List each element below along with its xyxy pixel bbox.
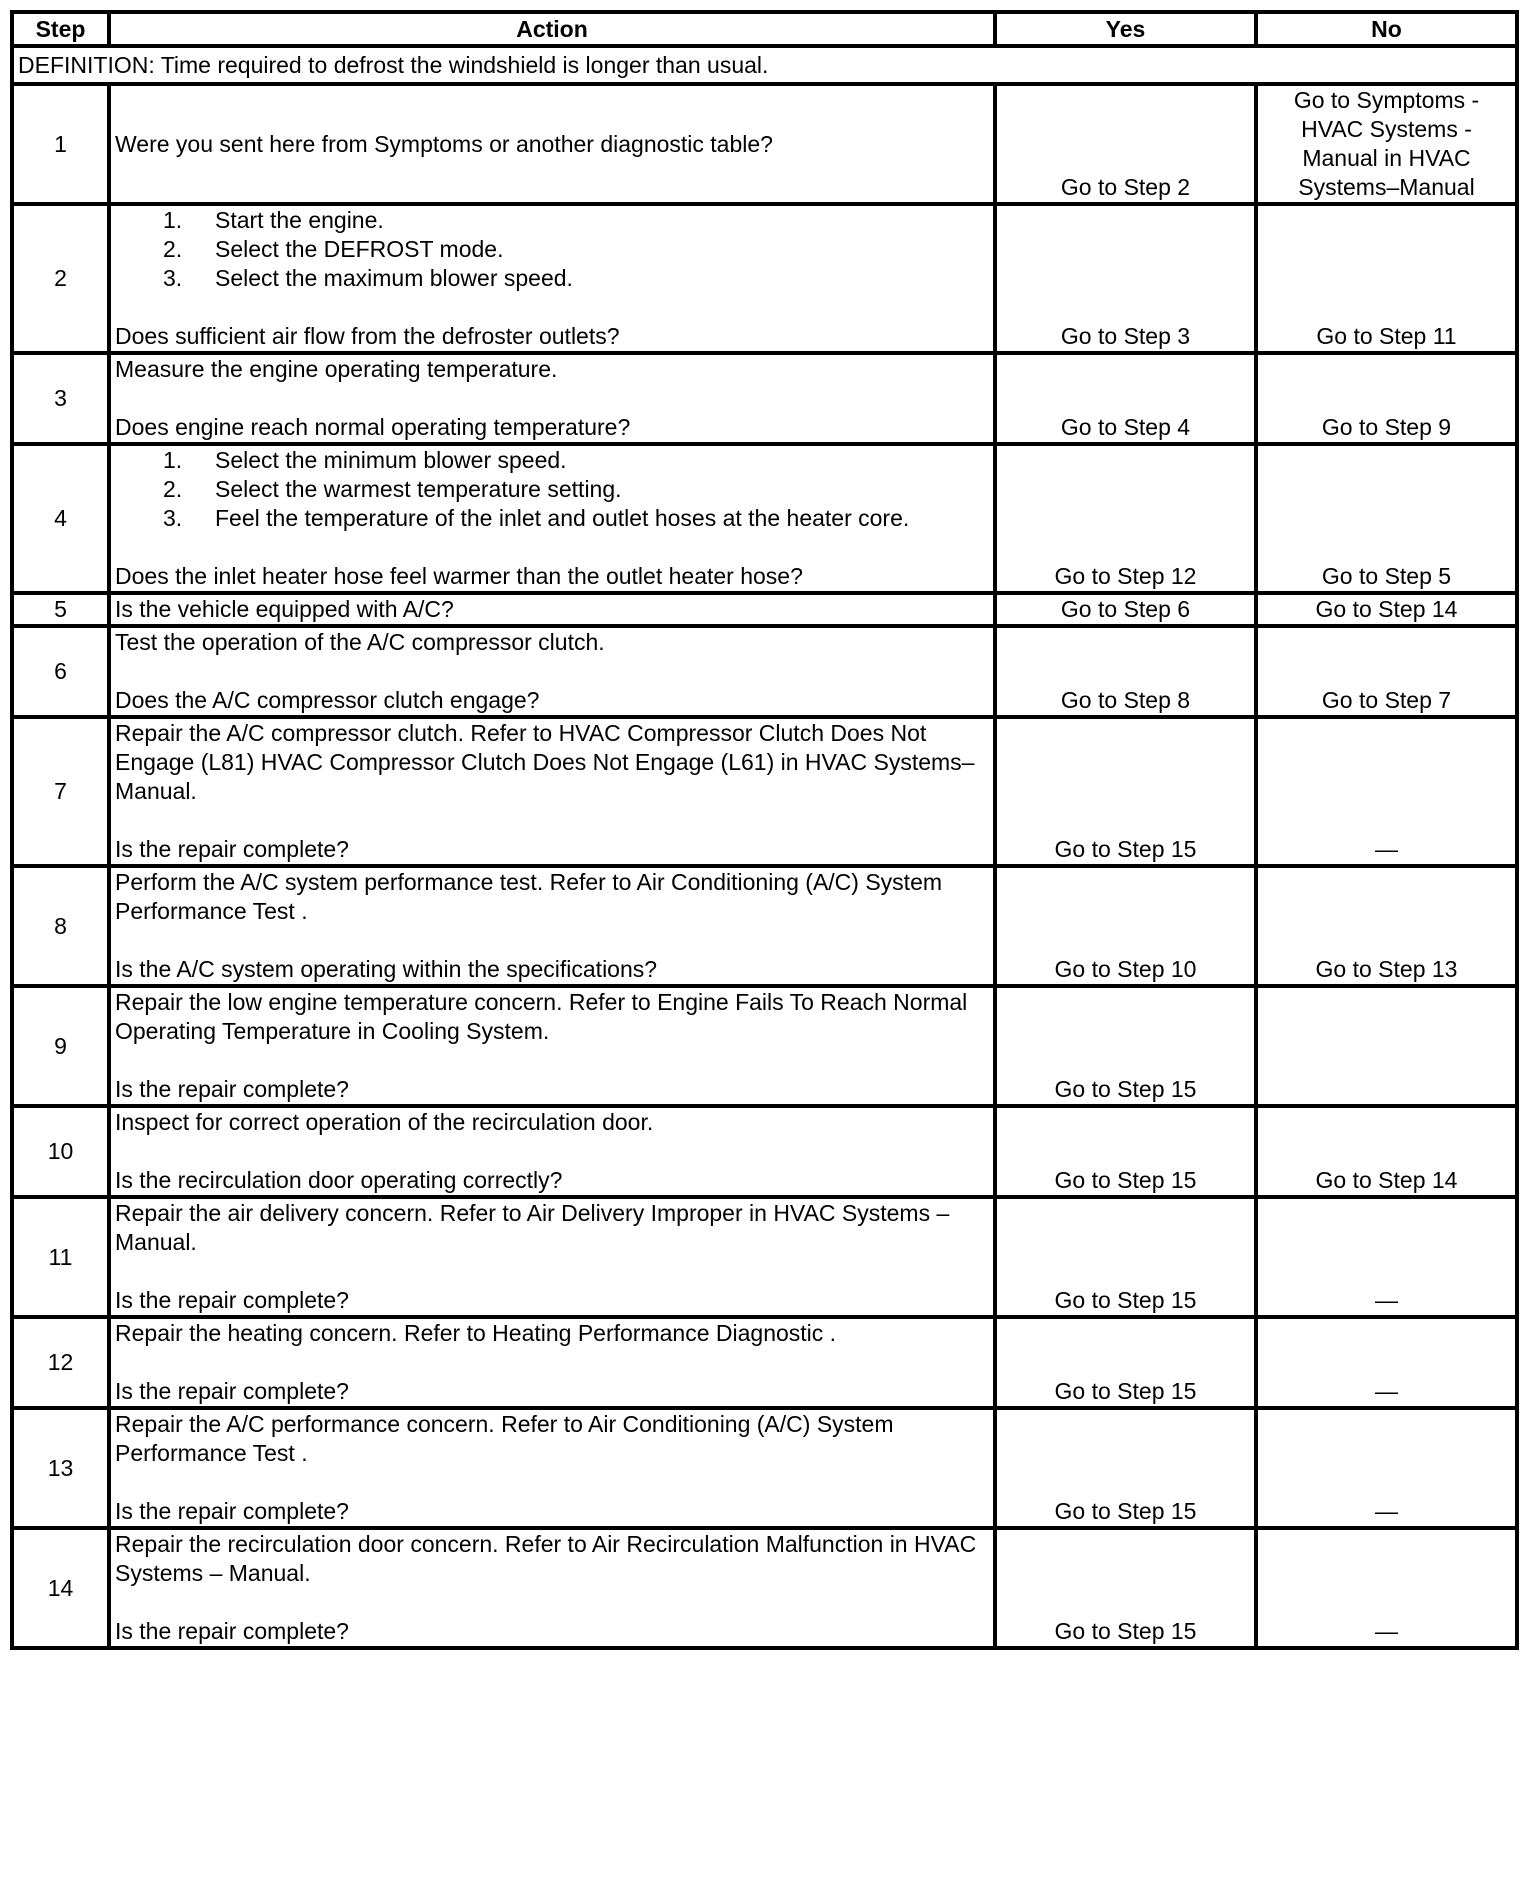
spacer [115,1348,989,1377]
yes-result: Go to Step 15 [995,717,1256,866]
spacer [115,926,989,955]
yes-result: Go to Step 15 [995,1106,1256,1197]
yes-result: Go to Step 15 [995,1528,1256,1648]
yes-result: Go to Step 2 [995,84,1256,204]
substep-item [115,235,989,264]
step-action [109,444,995,593]
action-description: Perform the A/C system performance test. Refer to Air Conditioning (A/C) System Performance Test . [115,869,943,924]
substep-item [115,264,989,293]
substep-list [115,206,989,293]
action-content [115,719,989,864]
action-description: Test the operation of the A/C compressor clutch. [115,629,605,655]
action-question: Is the A/C system operating within the specifications? [115,956,658,982]
step-action [109,1197,995,1317]
step-action [109,1317,995,1408]
table-row [12,204,1517,353]
substep-item [115,475,989,504]
spacer [115,1046,989,1075]
no-result: Go to Step 5 [1256,444,1517,593]
no-result: — [1256,1317,1517,1408]
substep-list [115,446,989,533]
substep-item [115,206,989,235]
step-action [109,626,995,717]
step-number: 4 [12,444,109,593]
no-result: — [1256,1408,1517,1528]
step-number: 10 [12,1106,109,1197]
table-row [12,1408,1517,1528]
action-question: Is the repair complete? [115,1076,349,1102]
step-action [109,353,995,444]
definition-text: DEFINITION: Time required to defrost the windshield is longer than usual. [12,46,1517,84]
spacer [115,293,989,322]
step-number: 6 [12,626,109,717]
action-description: Were you sent here from Symptoms or another diagnostic table? [115,130,773,157]
step-action [109,593,995,626]
yes-result: Go to Step 15 [995,1197,1256,1317]
action-question: Does the A/C compressor clutch engage? [115,687,540,713]
table-row [12,626,1517,717]
table-row [12,717,1517,866]
action-question: Does the inlet heater hose feel warmer than the outlet heater hose? [115,563,803,589]
action-content [115,355,989,442]
step-action [109,1528,995,1648]
action-description: Repair the heating concern. Refer to Heating Performance Diagnostic . [115,1320,837,1346]
substep-number: 2. [163,236,183,262]
substep-text: Feel the temperature of the inlet and outlet hoses at the heater core. [215,505,910,531]
action-question: Is the recirculation door operating correctly? [115,1167,563,1193]
action-description: Repair the low engine temperature concern. Refer to Engine Fails To Reach Normal Operating Temperature in Cooling System. [115,989,968,1044]
action-question: Is the repair complete? [115,836,349,862]
substep-text: Select the warmest temperature setting. [215,476,622,502]
substep-text: Start the engine. [215,207,384,233]
step-number: 1 [12,84,109,204]
action-description: Repair the A/C performance concern. Refer to Air Conditioning (A/C) System Performance Test . [115,1411,894,1466]
step-number: 11 [12,1197,109,1317]
step-number: 7 [12,717,109,866]
header-no: No [1256,12,1517,46]
yes-result: Go to Step 8 [995,626,1256,717]
action-content [115,1108,989,1195]
spacer [115,533,989,562]
no-result: Go to Step 14 [1256,593,1517,626]
action-question: Is the repair complete? [115,1287,349,1313]
spacer [115,657,989,686]
action-content [115,1199,989,1315]
action-content [115,1410,989,1526]
header-step: Step [12,12,109,46]
substep-text: Select the DEFROST mode. [215,236,504,262]
table-row [12,593,1517,626]
yes-result: Go to Step 12 [995,444,1256,593]
action-question: Does engine reach normal operating temperature? [115,414,631,440]
yes-result: Go to Step 4 [995,353,1256,444]
action-question: Is the repair complete? [115,1498,349,1524]
no-result: — [1256,1197,1517,1317]
definition-row [12,46,1517,84]
action-content [115,628,989,715]
table-row [12,1317,1517,1408]
no-result: Go to Step 9 [1256,353,1517,444]
action-description: Repair the A/C compressor clutch. Refer to HVAC Compressor Clutch Does Not Engage (L81) HVAC Compressor Clutch Does Not Engage (L61) in HVAC Systems–Manual. [115,720,975,804]
no-result: Go to Step 7 [1256,626,1517,717]
step-action [109,84,995,204]
step-action [109,986,995,1106]
yes-result: Go to Step 3 [995,204,1256,353]
step-number: 3 [12,353,109,444]
action-description: Repair the air delivery concern. Refer to Air Delivery Improper in HVAC Systems – Manual. [115,1200,950,1255]
table-row [12,353,1517,444]
action-content [115,1319,989,1406]
step-action [109,1408,995,1528]
substep-number: 3. [163,505,183,531]
substep-number: 1. [163,447,183,473]
yes-result: Go to Step 6 [995,593,1256,626]
table-row [12,1106,1517,1197]
table-row [12,444,1517,593]
no-result: Go to Symptoms - HVAC Systems - Manual in HVAC Systems–Manual [1256,84,1517,204]
yes-result: Go to Step 15 [995,986,1256,1106]
substep-number: 2. [163,476,183,502]
step-action [109,1106,995,1197]
action-description: Is the vehicle equipped with A/C? [115,596,454,622]
substep-number: 3. [163,265,183,291]
step-action [109,717,995,866]
yes-result: Go to Step 10 [995,866,1256,986]
spacer [115,1588,989,1617]
header-yes: Yes [995,12,1256,46]
yes-result: Go to Step 15 [995,1408,1256,1528]
step-number: 2 [12,204,109,353]
step-number: 9 [12,986,109,1106]
no-result: Go to Step 11 [1256,204,1517,353]
no-result: Go to Step 13 [1256,866,1517,986]
table-row [12,1197,1517,1317]
action-question: Is the repair complete? [115,1378,349,1404]
spacer [115,1468,989,1497]
action-content [115,446,989,591]
action-description: Measure the engine operating temperature. [115,356,558,382]
no-result [1256,986,1517,1106]
header-action: Action [109,12,995,46]
no-result: — [1256,717,1517,866]
header-row [12,12,1517,46]
no-result: — [1256,1528,1517,1648]
table-row [12,866,1517,986]
action-content [115,206,989,351]
spacer [115,1257,989,1286]
step-number: 8 [12,866,109,986]
action-question: Is the repair complete? [115,1618,349,1644]
action-content [115,1530,989,1646]
step-action [109,866,995,986]
action-content [115,988,989,1104]
spacer [115,1137,989,1166]
yes-result: Go to Step 15 [995,1317,1256,1408]
action-description: Inspect for correct operation of the recirculation door. [115,1109,654,1135]
substep-number: 1. [163,207,183,233]
step-number: 14 [12,1528,109,1648]
step-number: 12 [12,1317,109,1408]
step-action [109,204,995,353]
substep-item [115,504,989,533]
substep-text: Select the maximum blower speed. [215,265,573,291]
no-result: Go to Step 14 [1256,1106,1517,1197]
action-question: Does sufficient air flow from the defroster outlets? [115,323,620,349]
action-content [115,86,989,202]
table-row [12,986,1517,1106]
step-number: 13 [12,1408,109,1528]
step-number: 5 [12,593,109,626]
action-description: Repair the recirculation door concern. Refer to Air Recirculation Malfunction in HVAC Systems – Manual. [115,1531,977,1586]
spacer [115,806,989,835]
spacer [115,384,989,413]
substep-item [115,446,989,475]
substep-text: Select the minimum blower speed. [215,447,567,473]
action-content [115,595,989,624]
action-content [115,868,989,984]
diagnostic-table [10,10,1519,1650]
table-row [12,84,1517,204]
diagnostic-sheet [10,10,1515,1650]
table-row [12,1528,1517,1648]
